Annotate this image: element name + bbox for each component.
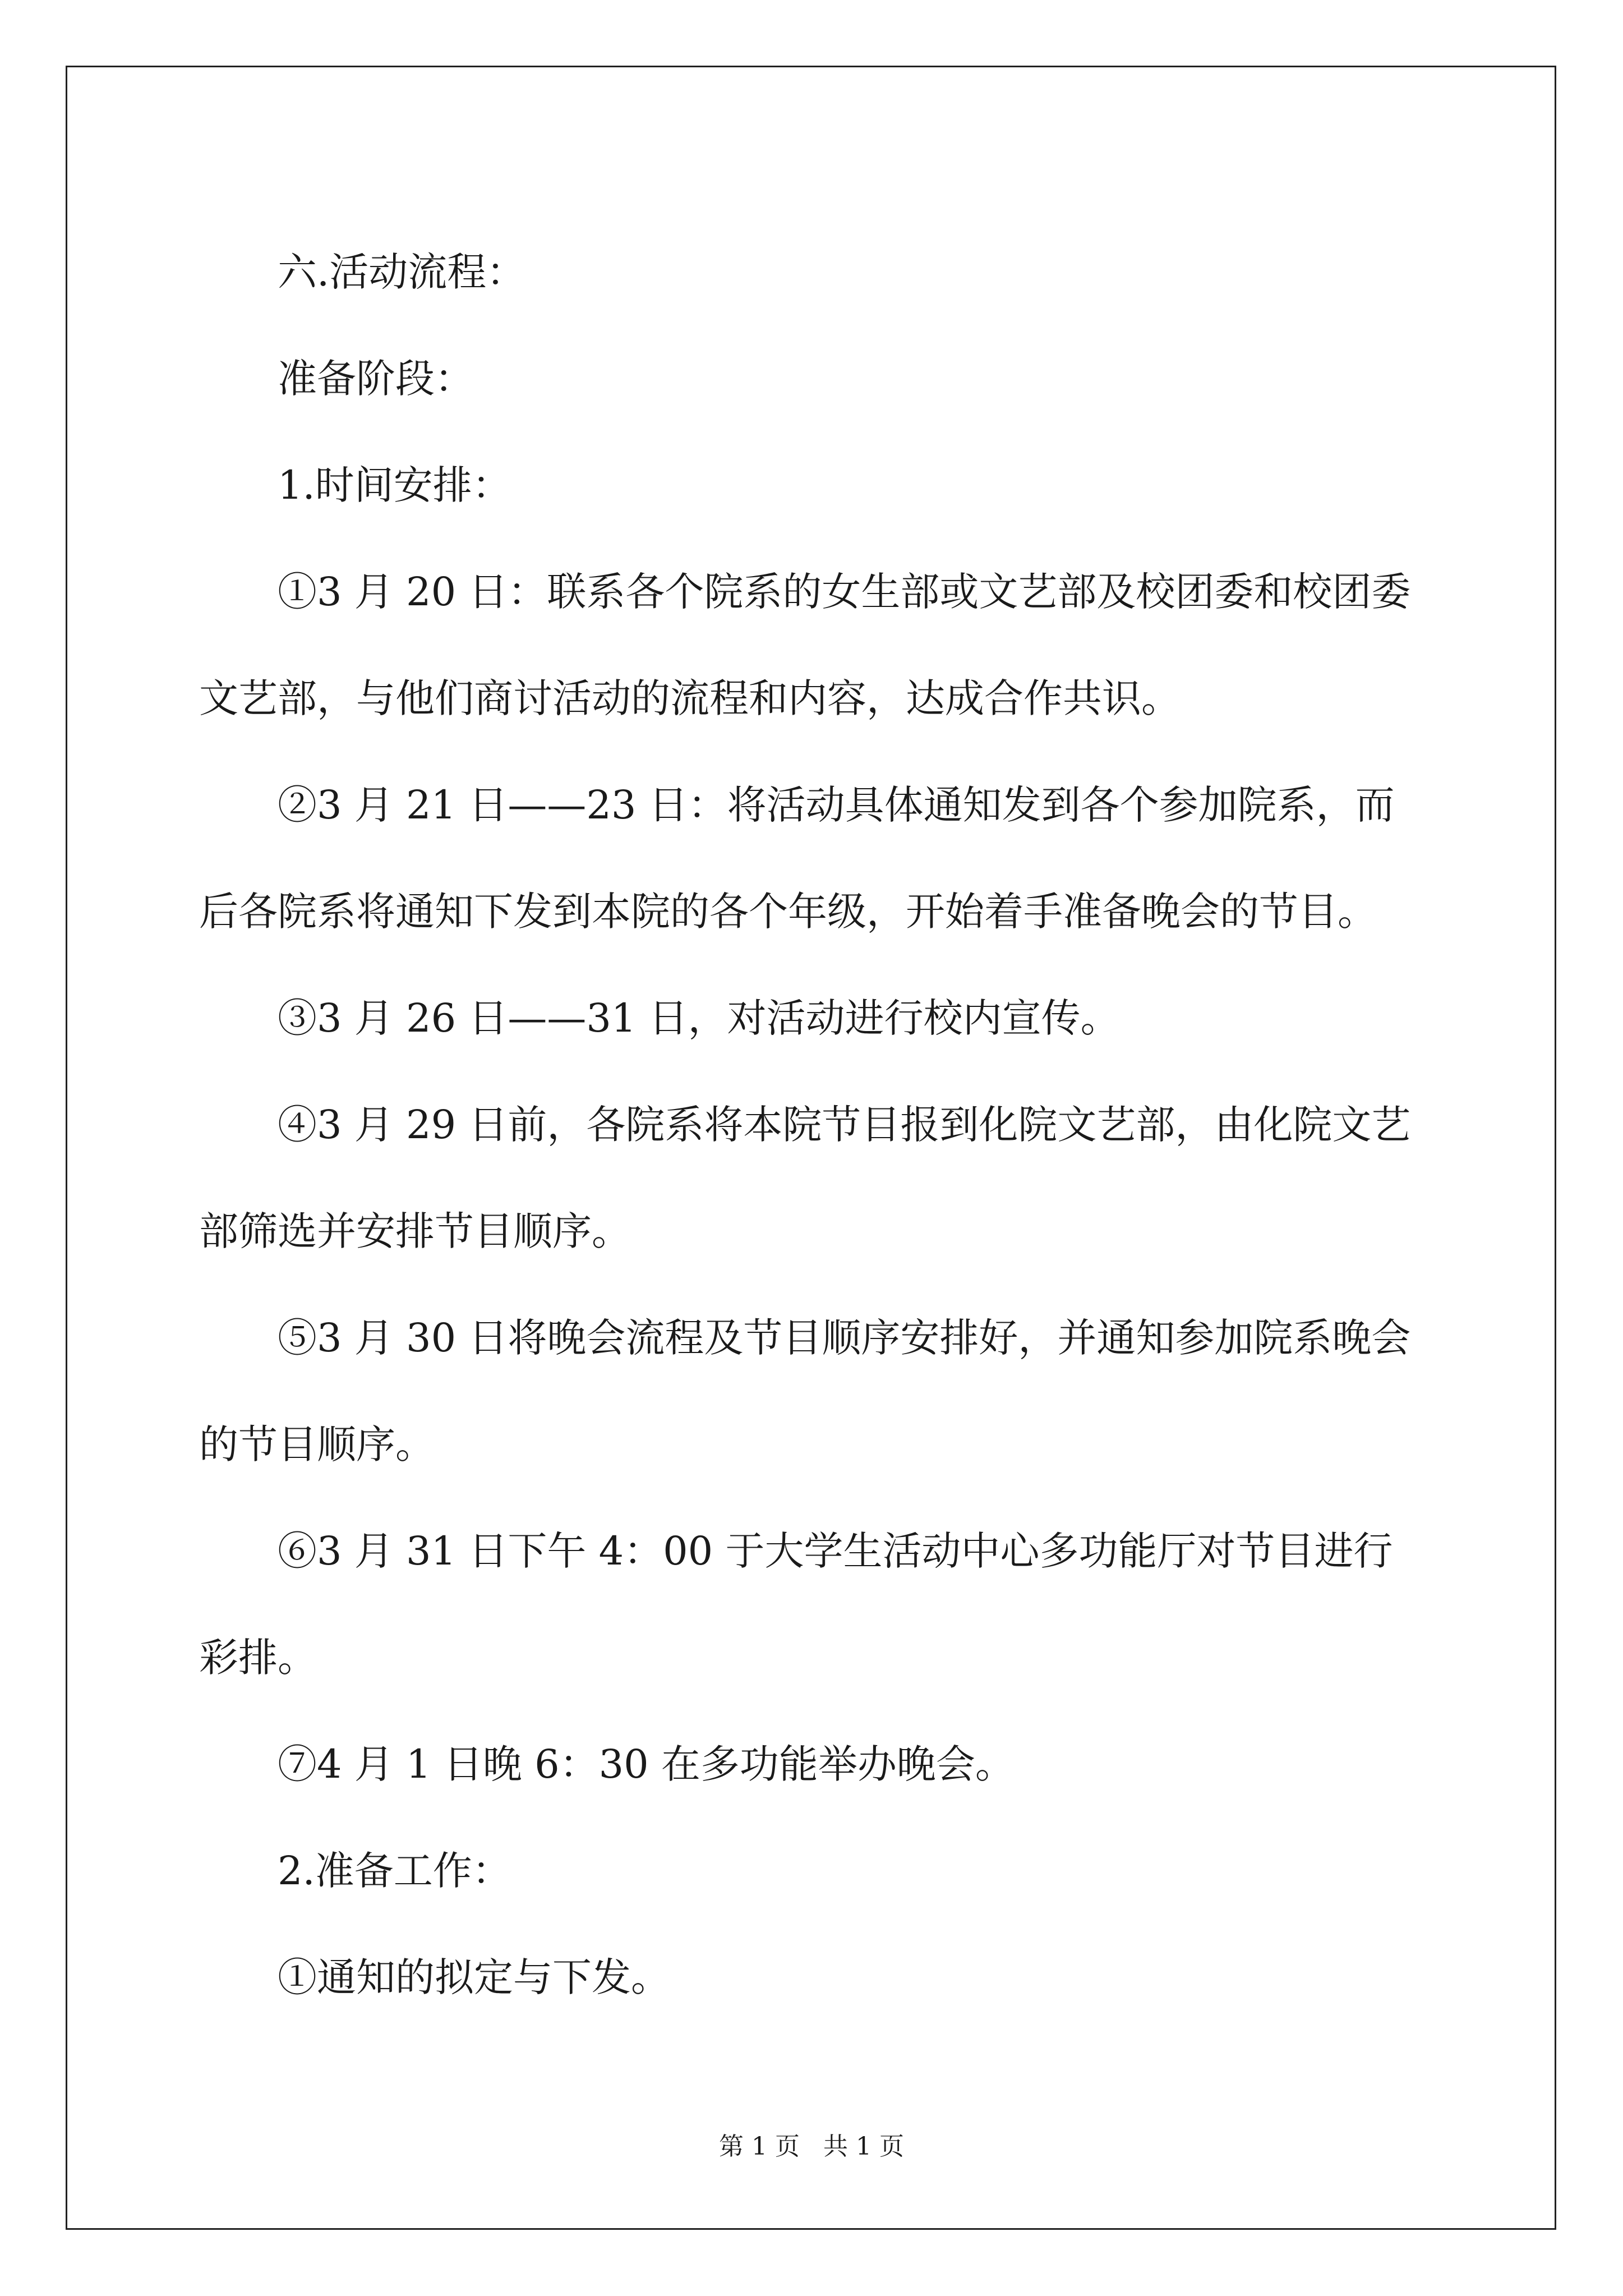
schedule-item: ⑥3 月 31 日下午 4：00 于大学生活动中心多功能厅对节目进行彩排。: [199, 1528, 1393, 1681]
section-heading: 六.活动流程：: [278, 249, 526, 295]
schedule-item: ⑤3 月 30 日将晚会流程及节目顺序安排好，并通知参加院系晚会的节目顺序。: [199, 1315, 1411, 1467]
document-body: [199, 219, 1427, 2031]
schedule-item: ④3 月 29 日前，各院系将本院节目报到化院文艺部，由化院文艺部筛选并安排节目顺序。: [199, 1102, 1411, 1254]
subsection-heading: 2.准备工作：: [278, 1848, 511, 1894]
schedule-item: ⑦4 月 1 日晚 6：30 在多功能举办晚会。: [278, 1741, 1015, 1787]
preparation-item: ①通知的拟定与下发。: [278, 1954, 670, 2000]
page-number-footer: 第 1 页 共 1 页: [719, 2132, 904, 2161]
schedule-item: ③3 月 26 日——31 日，对活动进行校内宣传。: [278, 995, 1120, 1041]
subsection-heading: 1.时间安排：: [278, 462, 511, 508]
schedule-item: ①3 月 20 日：联系各个院系的女生部或文艺部及校团委和校团委文艺部，与他们商讨活动的流程和内容，达成合作共识。: [199, 569, 1411, 721]
stage-heading: 准备阶段：: [278, 356, 474, 402]
schedule-item: ②3 月 21 日——23 日：将活动具体通知发到各个参加院系，而后各院系将通知下发到本院的各个年级，开始着手准备晚会的节目。: [199, 782, 1395, 935]
